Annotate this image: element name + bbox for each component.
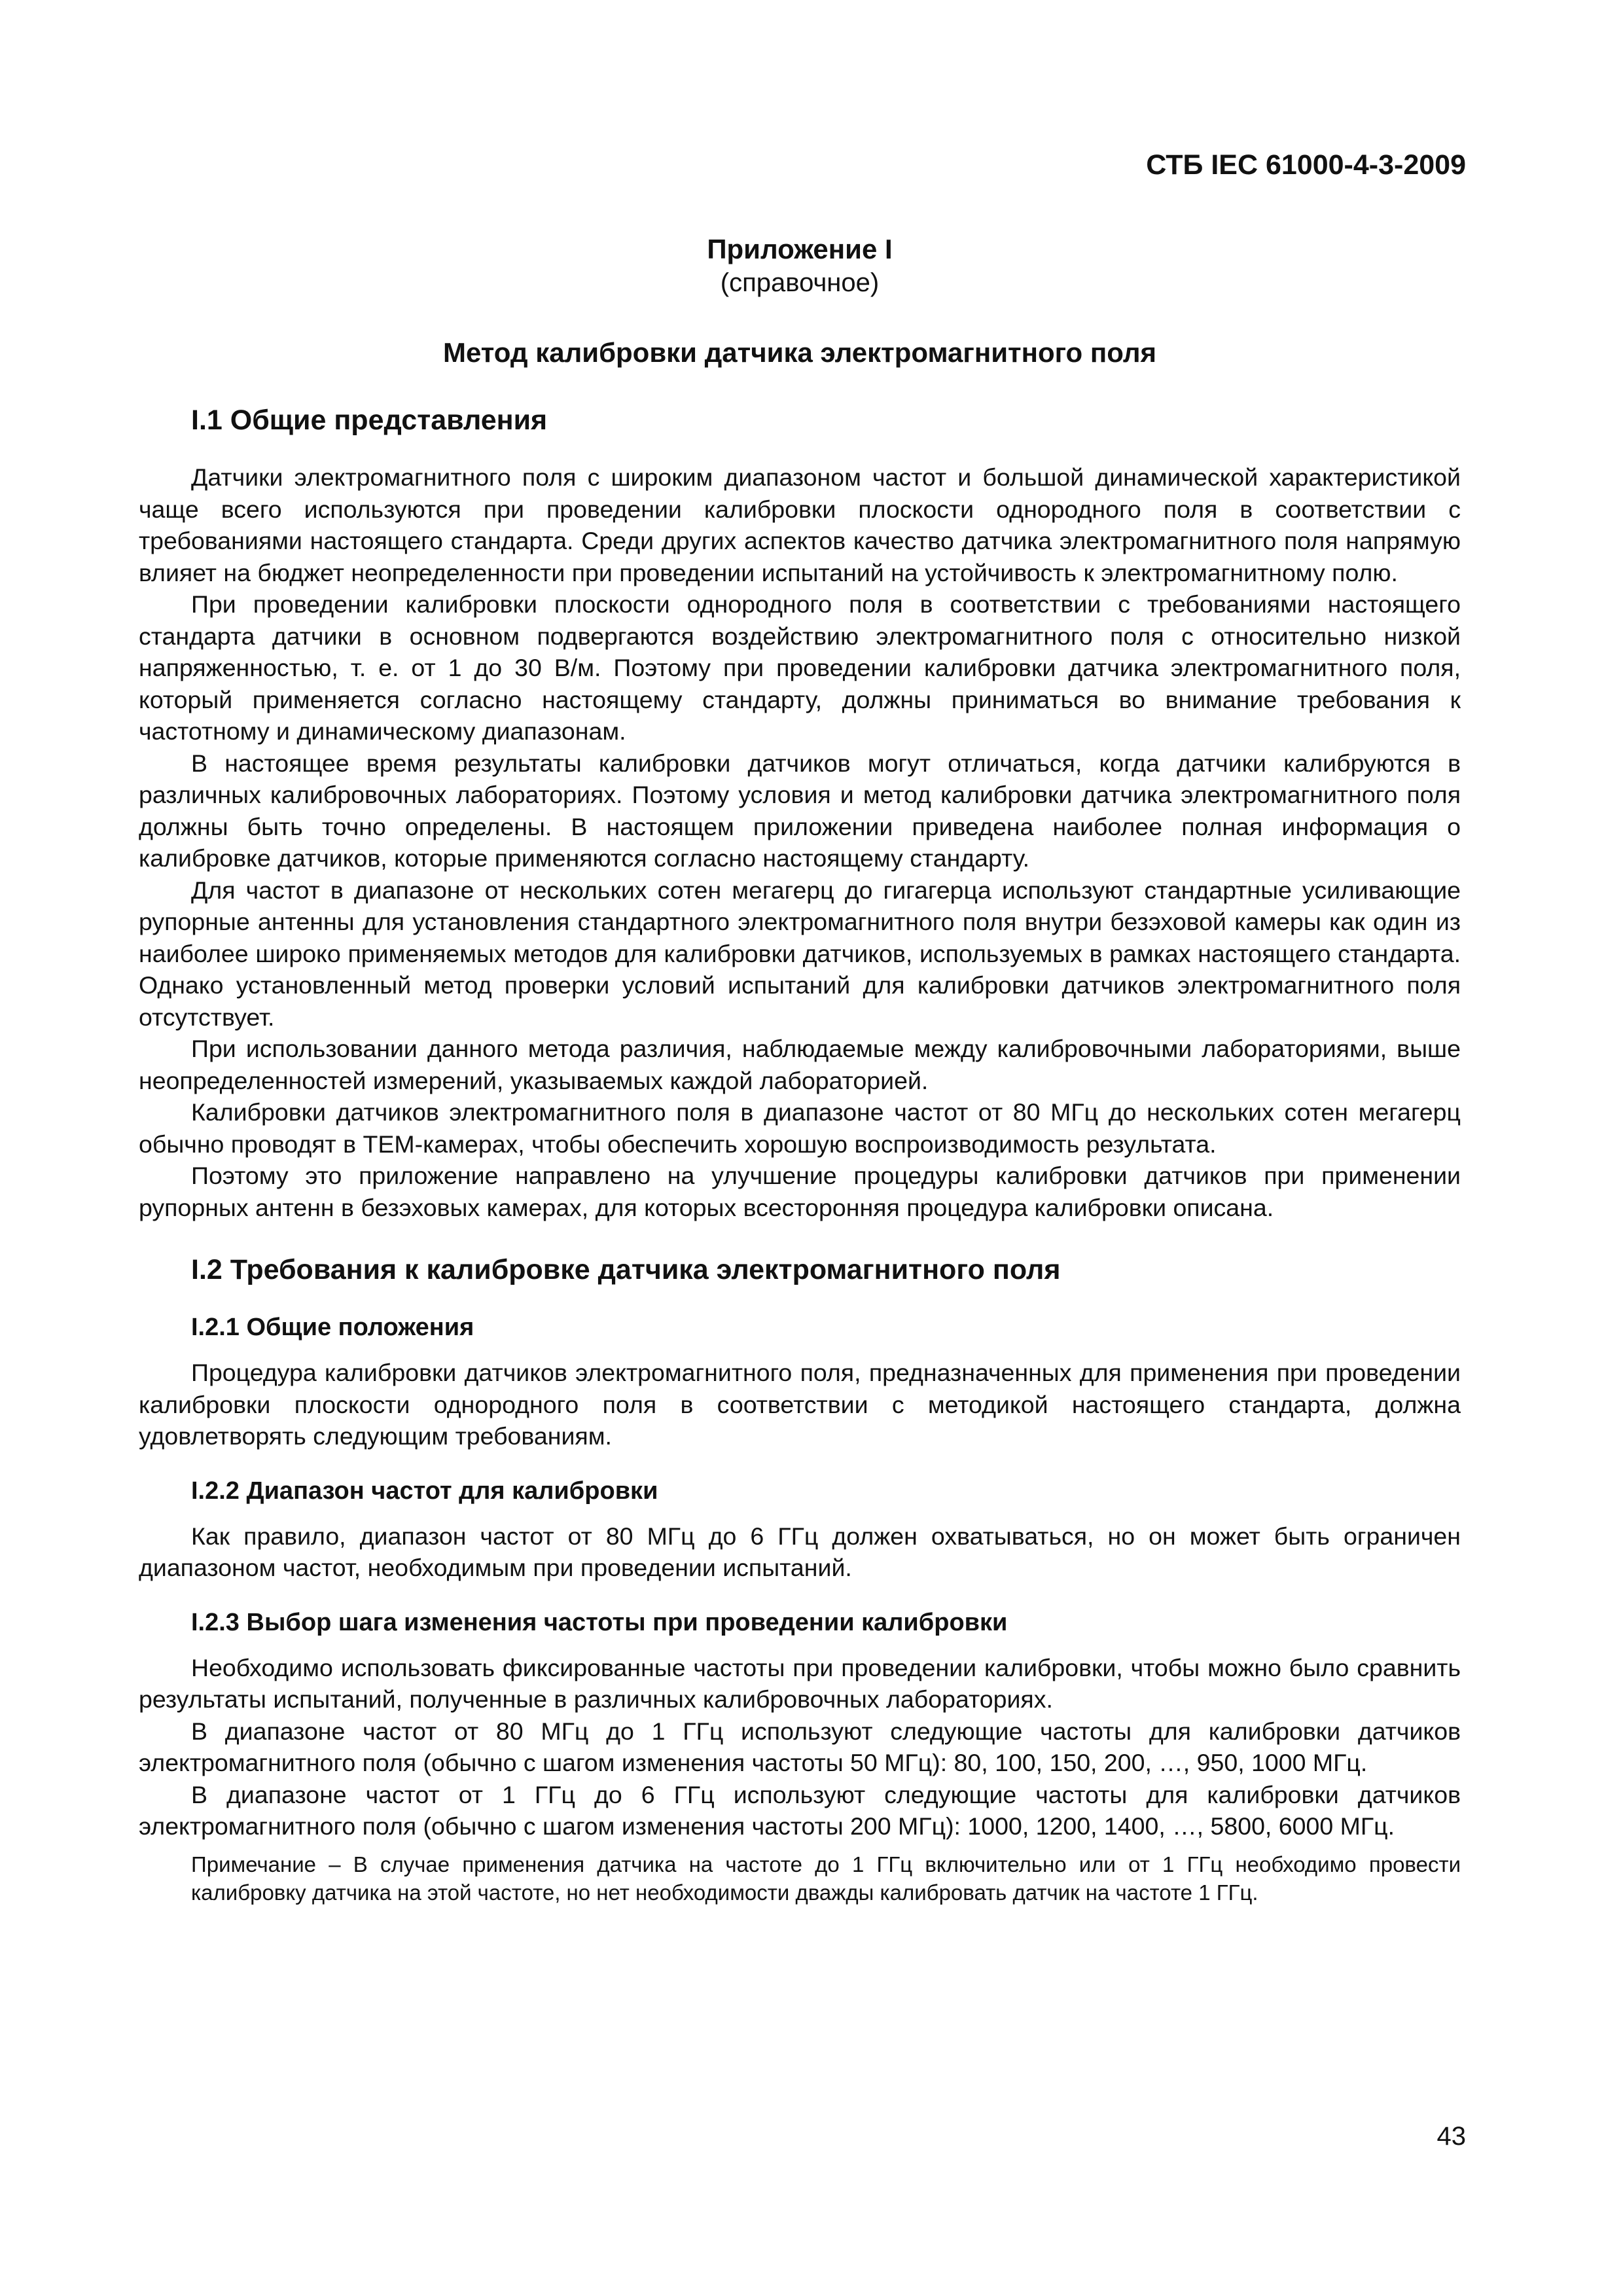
subsection-2-2-heading: I.2.2 Диапазон частот для калибровки [191,1477,658,1505]
subsection-2-3-body [139,1652,1461,1842]
section-1 [139,403,1461,1223]
page-number: 43 [1436,2122,1466,2151]
paragraph: При использовании данного метода различия, наблюдаемые между калибровочными лабораториями, выше неопределенностей измерений, указываемых каждой лабораторией. [139,1035,1461,1094]
subsection-2-3-heading: I.2.3 Выбор шага изменения частоты при проведении калибровки [191,1608,1008,1636]
section-1-body [139,461,1461,1223]
paragraph: Поэтому это приложение направлено на улучшение процедуры калибровки датчиков при применении рупорных антенн в безэховых камерах, для которых всесторонняя процедура калибровки описана. [139,1162,1461,1221]
paragraph: Калибровки датчиков электромагнитного поля в диапазоне частот от 80 МГц до нескольких сотен мегагерц обычно проводят в ТЕМ-камерах, чтобы обеспечить хорошую воспроизводимость результата. [139,1098,1461,1158]
note: Примечание – В случае применения датчика на частоте до 1 ГГц включительно или от 1 ГГц необходимо провести калибровку датчика на этой частоте, но нет необходимости дважды калибровать датчик на частоте 1 ГГц. [191,1852,1461,1905]
annex-title: Приложение I [707,234,893,264]
subsection-2-1-heading: I.2.1 Общие положения [191,1314,474,1341]
paragraph: В диапазоне частот от 1 ГГц до 6 ГГц используют следующие частоты для калибровки датчиков электромагнитного поля (обычно с шагом изменения частоты 200 МГц): 1000, 1200, 1400, …, 5800, 6000 МГц. [139,1780,1461,1840]
section-2 [139,1252,1461,1907]
paragraph: Как правило, диапазон частот от 80 МГц до 6 ГГц должен охватываться, но он может быть ограничен диапазоном частот, необходимым при проведении испытаний. [139,1522,1461,1581]
section-1-heading: I.1 Общие представления [191,404,548,436]
paragraph: Процедура калибровки датчиков электромагнитного поля, предназначенных для применения при проведении калибровки плоскости однородного поля в соответствии с методикой настоящего стандарта, должна удовлетворять следующим требованиям. [139,1359,1461,1450]
subsection-2-2 [139,1475,1461,1584]
section-2-heading: I.2 Требования к калибровке датчика электромагнитного поля [191,1254,1061,1285]
subsection-2-1 [139,1311,1461,1452]
paragraph: Для частот в диапазоне от нескольких сотен мегагерц до гигагерца используют стандартные усиливающие рупорные антенны для установления стандартного электромагнитного поля внутри безэховой камеры как один из наиболее широко применяемых методов для калибровки датчиков, используемых в рамках настоящего стандарта. Однако установленный метод проверки условий испытаний для калибровки датчиков электромагнитного поля отсутствует. [139,876,1461,1031]
paragraph: В диапазоне частот от 80 МГц до 1 ГГц используют следующие частоты для калибровки датчиков электромагнитного поля (обычно с шагом изменения частоты 50 МГц): 80, 100, 150, 200, …, 950, 1000 МГц. [139,1717,1461,1776]
annex-subtitle: (справочное) [720,268,880,297]
document-title: Метод калибровки датчика электромагнитного поля [442,337,1157,368]
paragraph: При проведении калибровки плоскости однородного поля в соответствии с требованиями настоящего стандарта датчики в основном подвергаются воздействию электромагнитного поля с относительно низкой напряженностью, т. е. от 1 до 30 В/м. Поэтому при проведении калибровки датчика электромагнитного поля, который применяется согласно настоящему стандарту, должны приниматься во внимание требования к частотному и динамическому диапазонам. [139,590,1461,745]
subsection-2-2-body [139,1520,1461,1584]
annex-header [139,232,1461,370]
paragraph: Необходимо использовать фиксированные частоты при проведении калибровки, чтобы можно было сравнить результаты испытаний, полученные в различных калибровочных лабораториях. [139,1653,1461,1713]
page-content [139,232,1461,1935]
paragraph: Датчики электромагнитного поля с широким диапазоном частот и большой динамической характеристикой чаще всего используются при проведении калибровки плоскости однородного поля в соответствии с требованиями настоящего стандарта. Среди других аспектов качество датчика электромагнитного поля напрямую влияет на бюджет неопределенности при проведении испытаний на устойчивость к электромагнитному полю. [139,463,1461,586]
document-code: СТБ IEC 61000-4-3-2009 [1146,149,1466,181]
subsection-2-1-body [139,1357,1461,1452]
paragraph: В настоящее время результаты калибровки датчиков могут отличаться, когда датчики калибруются в различных калибровочных лабораториях. Поэтому условия и метод калибровки датчика электромагнитного поля должны быть точно определены. В настоящем приложении приведена наиболее полная информация о калибровке датчиков, которые применяются согласно настоящему стандарту. [139,749,1461,872]
subsection-2-3 [139,1606,1461,1907]
